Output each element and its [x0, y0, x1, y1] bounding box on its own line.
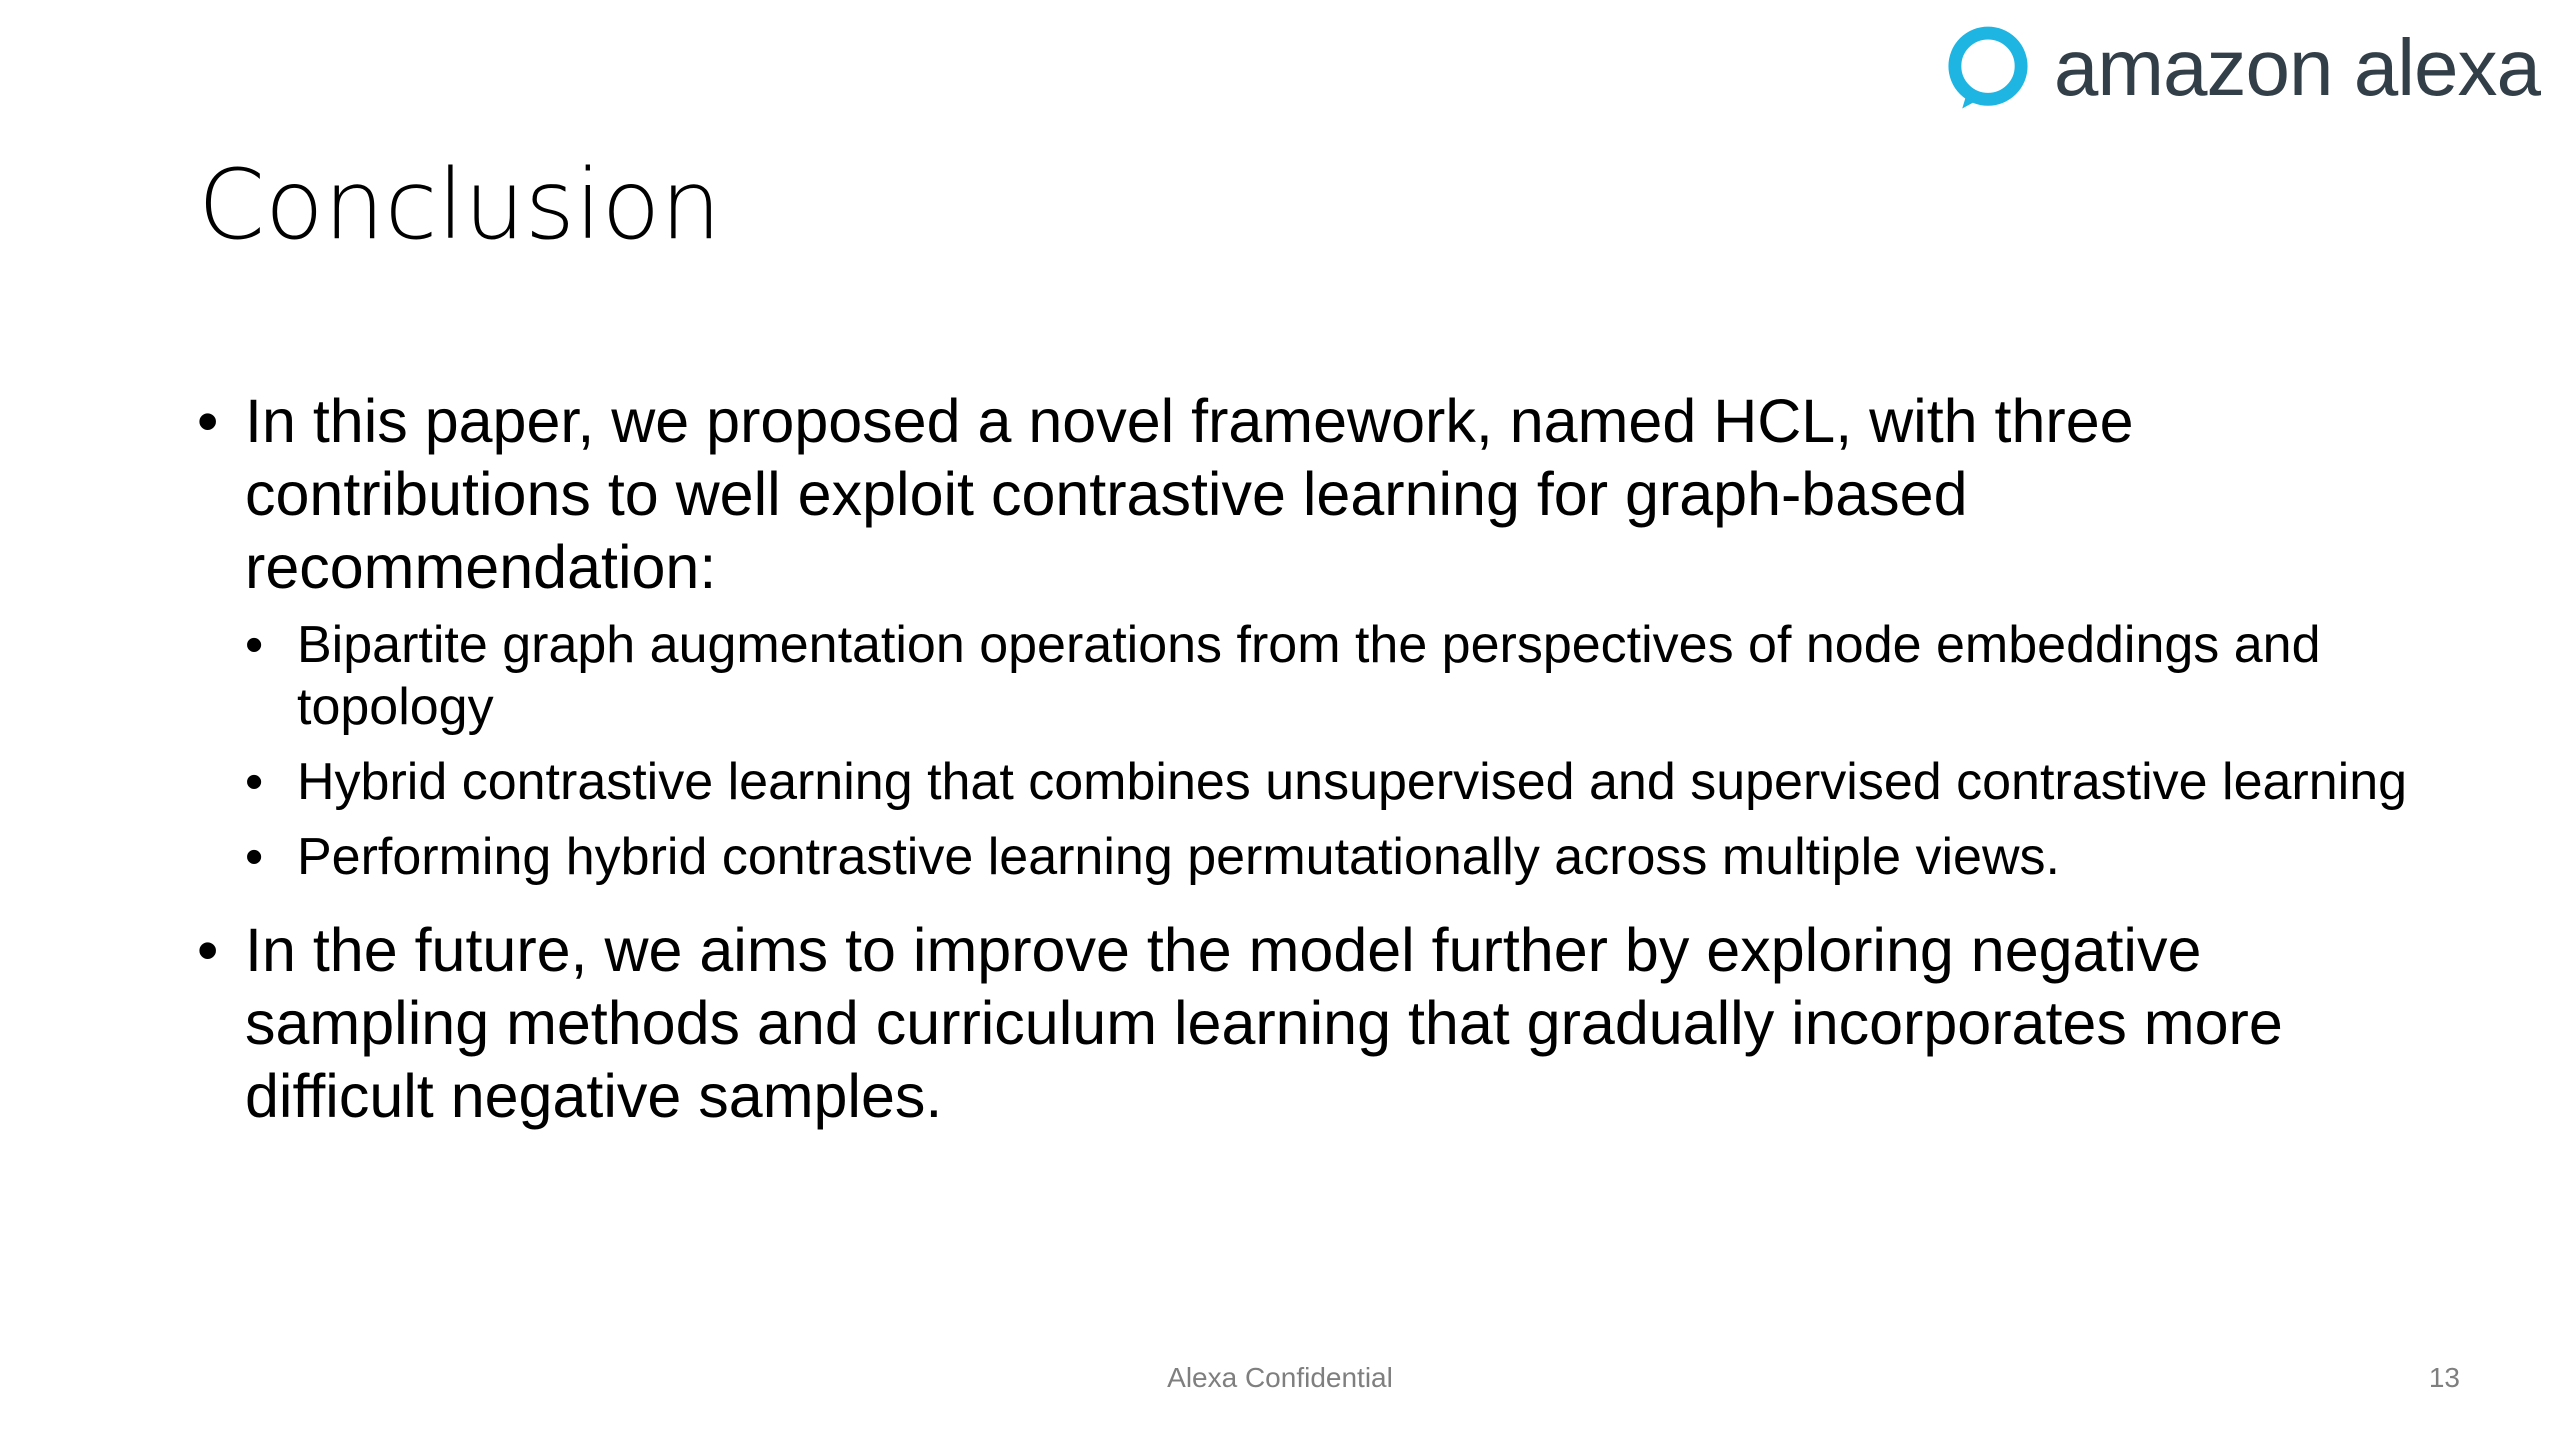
logo-wordmark: amazon alexa: [2053, 23, 2540, 112]
bullet-dot-icon: •: [245, 828, 264, 886]
sub-bullet-text: Hybrid contrastive learning that combines unsupervised and supervised contrastive learning: [297, 753, 2408, 811]
bullet-list: [195, 385, 2425, 1133]
bullet-dot-icon: •: [197, 916, 219, 984]
alexa-ring-icon: [1942, 22, 2034, 114]
slide-title: Conclusion: [198, 149, 722, 261]
amazon-alexa-logo: [1942, 18, 2540, 118]
page-number: 13: [2428, 1362, 2460, 1393]
bullet-dot-icon: •: [245, 616, 264, 674]
sub-bullet-list: [245, 614, 2425, 888]
sub-bullet-text: Bipartite graph augmentation operations from the perspectives of node embeddings and topology: [297, 616, 2321, 736]
bullet-dot-icon: •: [197, 387, 219, 455]
slide-body: [195, 385, 2425, 1159]
sub-bullet-item: [245, 614, 2425, 738]
sub-bullet-text: Performing hybrid contrastive learning permutationally across multiple views.: [297, 828, 2060, 886]
footer-confidential: Alexa Confidential: [1167, 1362, 1393, 1393]
sub-bullet-item: [245, 826, 2425, 888]
bullet-dot-icon: •: [245, 753, 264, 811]
bullet-text: In the future, we aims to improve the model further by exploring negative sampling methods and curriculum learning that gradually incorporates more difficult negative samples.: [245, 916, 2283, 1130]
sub-bullet-item: [245, 751, 2425, 813]
bullet-item: [195, 914, 2425, 1133]
bullet-text: In this paper, we proposed a novel framework, named HCL, with three contributions to well exploit contrastive learning for graph-based recommendation:: [245, 387, 2134, 601]
bullet-item: [195, 385, 2425, 888]
